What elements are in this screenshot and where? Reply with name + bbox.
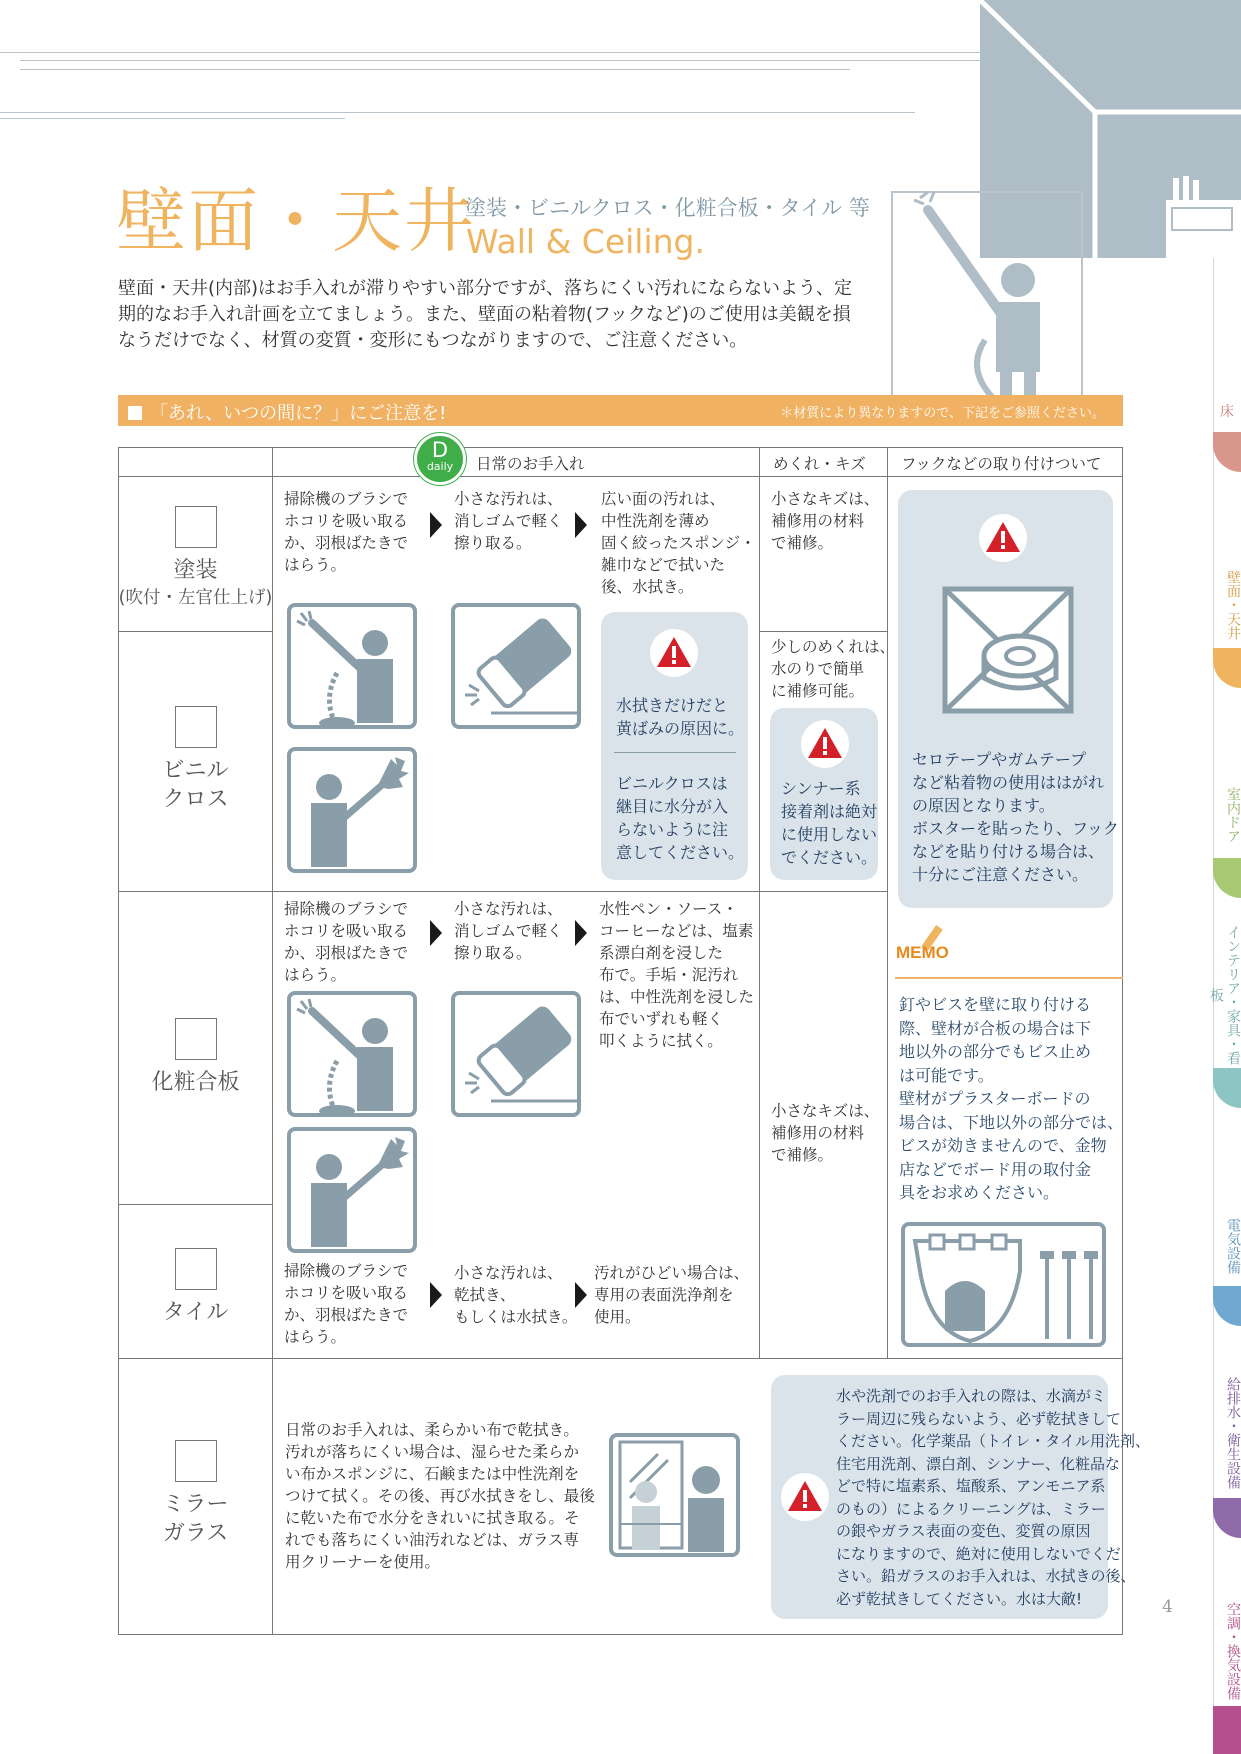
tab-color-bar bbox=[1213, 648, 1241, 688]
anchor-screw-icon bbox=[900, 1221, 1107, 1348]
memo-label: MEMO bbox=[896, 943, 949, 962]
header-peel: めくれ・キズ bbox=[773, 455, 866, 473]
warning-icon bbox=[780, 1472, 830, 1522]
eraser-icon bbox=[451, 603, 581, 729]
scratch-repair-text: 小さなキズは、 補修用の材料 で補修。 bbox=[771, 490, 880, 552]
tab-interior-furniture[interactable]: インテリア・家具・看板 bbox=[1208, 925, 1241, 1065]
mirror-warning-text: 水や洗剤でのお手入れの際は、水滴がミ ラー周辺に残らないよう、必ず乾拭きして ください。化学薬品（トイレ・タイル用洗剤、 住宅用洗剤、漂白剤、シンナー、化粧品な どで特に塩素系、塩酸系、アンモニア系 のもの）によるクリーニングは、ミラー の銀やガラス表面の変色、変質の原因 になりますので、絶対に使用しないでくだ さい。鉛ガラスのお手入れは、水拭きの後、 必ず乾拭きしてください。水は大敵! bbox=[836, 1387, 1150, 1608]
row-vinyl: ビニル クロス bbox=[118, 706, 273, 814]
page-subtitle: 塗装・ビニルクロス・化粧合板・タイル 等 bbox=[465, 196, 870, 220]
tab-wall-ceiling[interactable]: 壁面・天井 bbox=[1225, 570, 1241, 640]
brush-text: 掃除機のブラシで ホコリを吸い取る か、羽根ばたきで はらう。 bbox=[284, 490, 409, 574]
eraser-icon bbox=[451, 991, 581, 1117]
arrow-icon bbox=[430, 512, 442, 538]
banner-note: ＊材質により異なりますので、下記をご参照ください。 bbox=[780, 406, 1105, 421]
tab-color-bar bbox=[1213, 432, 1241, 472]
tile-checkbox[interactable] bbox=[175, 1248, 217, 1290]
tab-hvac[interactable]: 空調・換気設備 bbox=[1225, 1602, 1241, 1700]
brush-text: 掃除機のブラシで ホコリを吸い取る か、羽根ばたきで はらう。 bbox=[284, 900, 409, 984]
vacuum-brush-icon bbox=[287, 603, 417, 729]
row-paint: 塗装 (吹付・左官仕上げ) bbox=[118, 506, 273, 611]
memo-underline bbox=[895, 977, 1123, 979]
daily-badge: D daily bbox=[414, 433, 466, 485]
arrow-icon bbox=[575, 512, 587, 538]
no-tape-icon bbox=[942, 586, 1074, 714]
tab-color-bar bbox=[1213, 1068, 1241, 1108]
eraser-text: 小さな汚れは、 消しゴムで軽く 擦り取る。 bbox=[454, 900, 563, 962]
page-number: 4 bbox=[1162, 1597, 1173, 1617]
memo-pencil-icon bbox=[896, 923, 966, 963]
tab-color-bar bbox=[1213, 858, 1241, 898]
tab-color-bar bbox=[1213, 1498, 1241, 1538]
tab-electrical[interactable]: 電気設備 bbox=[1225, 1217, 1241, 1274]
memo-text: 釘やビスを壁に取り付ける 際、壁材が合板の場合は下 地以外の部分でもビス止め は可能です。 壁材がプラスターボードの 場合は、下地以外の部分では、 ビスが効きませんので、金物 店などでボード用の取付金 具をお求めください。 bbox=[899, 995, 1124, 1202]
tab-floor[interactable]: 床 bbox=[1220, 404, 1234, 420]
arrow-icon bbox=[430, 1282, 442, 1308]
warning-icon bbox=[978, 513, 1028, 563]
arrow-icon bbox=[575, 1282, 587, 1308]
arrow-icon bbox=[430, 920, 442, 946]
plywood-stain-text: 水性ペン・ソース・ コーヒーなどは、塩素 系漂白剤を浸した 布で。手垢・泥汚れ は、中性洗剤を浸した 布でいずれも軽く 叩くように拭く。 bbox=[599, 900, 755, 1050]
header-line bbox=[20, 60, 980, 61]
mirror-care-text: 日常のお手入れは、柔らかい布で乾拭き。 汚れが落ちにくい場合は、湿らせた柔らか い布かスポンジに、石鹸または中性洗剤を つけて拭く。その後、再び水拭きをし、最後 に乾いた布で水分をきれいに拭き取る。そ れでも落ちにくい油汚れなどは、ガラス専 用クリーナーを使用。 bbox=[285, 1421, 595, 1571]
arrow-icon bbox=[575, 920, 587, 946]
eraser-text: 小さな汚れは、 消しゴムで軽く 擦り取る。 bbox=[454, 490, 563, 552]
warning-icon bbox=[649, 628, 699, 678]
intro-text: 壁面・天井(内部)はお手入れが滞りやすい部分ですが、落ちにくい汚れにならないよう、定 期的なお手入れ計画を立てましょう。また、壁面の粘着物(フックなど)のご使用は美観を損 なうだけでなく、材質の変質・変形にもつながりますので、ご注意ください。 bbox=[118, 278, 853, 351]
tile-heavy-text: 汚れがひどい場合は、 専用の表面洗浄剤を 使用。 bbox=[594, 1264, 750, 1326]
peel-repair-text: 少しのめくれは、 水のりで簡単 に補修可能。 bbox=[771, 638, 896, 700]
duster-icon bbox=[287, 1127, 417, 1253]
page-title-en: Wall & Ceiling. bbox=[466, 222, 705, 261]
header-line bbox=[0, 112, 915, 113]
header-line bbox=[20, 69, 850, 70]
header-line bbox=[0, 52, 980, 53]
row-tile: タイル bbox=[118, 1248, 273, 1327]
adhesive-warning-text: セロテープやガムテープ など粘着物の使用ははがれ の原因となります。 ボスターを貼ったり、フック などを貼り付ける場合は、 十分にご注意ください。 bbox=[912, 750, 1119, 884]
header-hook: フックなどの取り付けついて bbox=[901, 455, 1102, 473]
vinyl-checkbox[interactable] bbox=[175, 706, 217, 748]
header-daily: 日常のお手入れ bbox=[476, 455, 585, 473]
brush-text: 掃除機のブラシで ホコリを吸い取る か、羽根ばたきで はらう。 bbox=[284, 1262, 409, 1346]
yellowing-warning-text: 水拭きだけだと 黄ばみの原因に。 bbox=[616, 696, 745, 738]
duster-icon bbox=[287, 747, 417, 873]
row-mirror: ミラー ガラス bbox=[118, 1440, 273, 1548]
divider bbox=[614, 752, 736, 753]
cleaning-person-illustration bbox=[890, 190, 1085, 400]
row-plywood: 化粧合板 bbox=[118, 1018, 273, 1097]
mirror-person-icon bbox=[608, 1432, 741, 1558]
plywood-checkbox[interactable] bbox=[175, 1018, 217, 1060]
banner-left-text: 「あれ、いつの間に？」にご注意を! bbox=[150, 403, 447, 424]
page-title: 壁面・天井 bbox=[116, 180, 476, 262]
paint-checkbox[interactable] bbox=[175, 506, 217, 548]
thinner-warning-text: シンナー系 接着剤は絶対 に使用しない でください。 bbox=[781, 779, 878, 867]
tab-interior-door[interactable]: 室内ドア bbox=[1225, 787, 1241, 843]
tile-small-text: 小さな汚れは、 乾拭き、 もしくは水拭き。 bbox=[454, 1264, 578, 1326]
wide-area-text: 広い面の汚れは、 中性洗剤を薄め 固く絞ったスポンジ・ 雑巾などで拭いた 後、水拭き。 bbox=[601, 490, 756, 596]
caution-banner bbox=[118, 395, 1123, 426]
vacuum-brush-icon bbox=[287, 991, 417, 1117]
header-line bbox=[0, 118, 345, 119]
mirror-checkbox[interactable] bbox=[175, 1440, 217, 1482]
tab-plumbing[interactable]: 給排水・衛生設備 bbox=[1225, 1377, 1241, 1489]
tab-color-bar bbox=[1213, 1706, 1241, 1754]
warning-icon bbox=[800, 719, 850, 769]
plywood-scratch-text: 小さなキズは、 補修用の材料 で補修。 bbox=[771, 1102, 880, 1164]
tab-color-bar bbox=[1213, 1286, 1241, 1326]
seam-warning-text: ビニルクロスは 継目に水分が入 らないように注 意してください。 bbox=[616, 774, 745, 862]
